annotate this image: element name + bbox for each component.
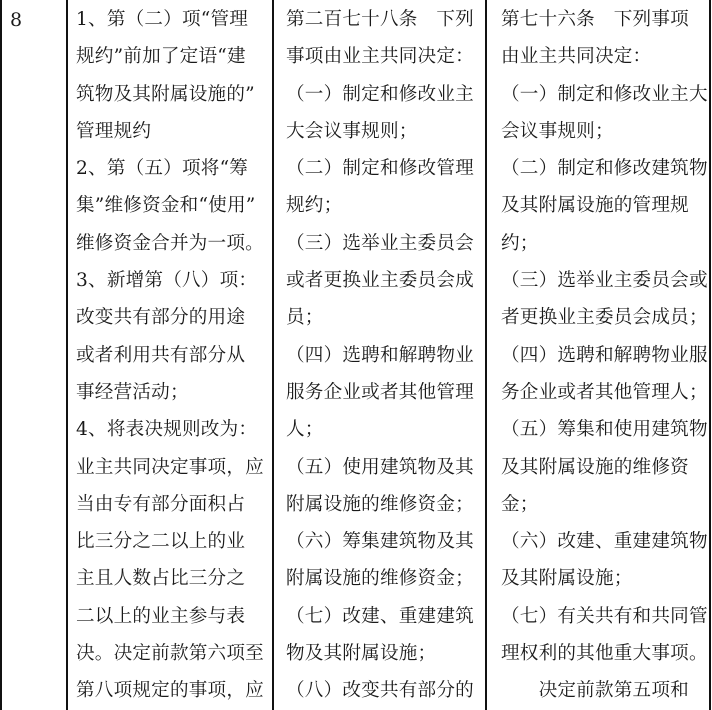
- text-line: 或者更换业主委员会成: [286, 270, 474, 292]
- text-line: （六）筹集建筑物及其: [286, 531, 474, 553]
- text-line: 决定前款第五项和: [501, 680, 689, 702]
- text-line: 附属设施的维修资金；: [286, 568, 474, 590]
- text-line: （七）改建、重建建筑: [286, 605, 474, 627]
- text-line: （八）改变共有部分的: [286, 680, 474, 702]
- change-notes-text: [76, 5, 264, 710]
- text-line: 大会议事规则；: [286, 120, 418, 142]
- text-line: 第七十六条 下列事项: [501, 9, 689, 30]
- text-line: 人；: [286, 419, 324, 441]
- text-line: 及其附属设施；: [501, 568, 633, 590]
- property-law-text: [501, 5, 708, 710]
- text-line: 事项由业主共同决定：: [286, 46, 474, 68]
- text-line: （三）选举业主委员会: [286, 232, 474, 254]
- text-line: （四）选聘和解聘物业: [286, 344, 474, 366]
- text-line: （七）有关共有和共同管: [501, 605, 708, 627]
- text-line: 3、新增第（八）项：: [76, 270, 258, 292]
- text-line: 规约”前加了定语“建: [76, 46, 246, 68]
- text-line: （一）制定和修改业主大: [501, 83, 708, 105]
- row-number: 8: [10, 9, 23, 31]
- text-line: 及其附属设施的管理规: [501, 195, 689, 217]
- text-line: 约；: [501, 232, 539, 254]
- text-line: （六）改建、重建建筑物: [501, 531, 708, 553]
- text-line: （三）选举业主委员会或: [501, 270, 708, 292]
- text-line: 者更换业主委员会成员；: [501, 307, 708, 329]
- text-line: 务企业或者其他管理人；: [501, 381, 708, 403]
- text-line: 维修资金合并为一项。: [76, 232, 264, 254]
- text-line: 金；: [501, 493, 539, 515]
- text-line: 筑物及其附属设施的”: [76, 83, 255, 105]
- text-line: 改变共有部分的用途: [76, 307, 246, 329]
- civil-code-cell: [274, 0, 485, 710]
- text-line: 业主共同决定事项，应: [76, 456, 264, 478]
- civil-code-text: [286, 5, 474, 710]
- text-line: 由业主共同决定：: [501, 46, 652, 68]
- text-line: 及其附属设施的维修资: [501, 456, 689, 478]
- text-line: 理权利的其他重大事项。: [501, 643, 708, 665]
- text-line: 物及其附属设施；: [286, 643, 437, 665]
- text-line: 第二百七十八条 下列: [286, 9, 474, 30]
- text-line: （五）使用建筑物及其: [286, 456, 474, 478]
- text-line: 主且人数占比三分之: [76, 568, 246, 590]
- text-line: 决。决定前款第六项至: [76, 643, 264, 665]
- property-law-cell: [487, 0, 709, 710]
- text-line: 或者利用共有部分从: [76, 344, 246, 366]
- text-line: 集”维修资金和“使用”: [76, 195, 256, 217]
- text-line: 2、第（五）项将“筹: [76, 158, 249, 180]
- text-line: 4、将表决规则改为：: [76, 419, 258, 441]
- text-line: 管理规约: [76, 120, 152, 142]
- text-line: （四）选聘和解聘物业服: [501, 344, 708, 366]
- text-line: 第八项规定的事项，应: [76, 680, 264, 702]
- text-line: （二）制定和修改建筑物: [501, 158, 708, 180]
- text-line: 事经营活动；: [76, 381, 189, 403]
- text-line: 附属设施的维修资金；: [286, 493, 474, 515]
- text-line: 比三分之二以上的业: [76, 531, 246, 553]
- text-line: （一）制定和修改业主: [286, 83, 474, 105]
- text-line: 1、第（二）项“管理: [76, 9, 249, 30]
- row-number-cell: [2, 0, 66, 710]
- text-line: （五）筹集和使用建筑物: [501, 419, 708, 441]
- change-notes-cell: [68, 0, 272, 710]
- text-line: 规约；: [286, 195, 343, 217]
- text-line: 会议事规则；: [501, 120, 614, 142]
- text-line: 当由专有部分面积占: [76, 493, 246, 515]
- table-border-right: [709, 0, 711, 710]
- text-line: 员；: [286, 307, 324, 329]
- text-line: 服务企业或者其他管理: [286, 381, 474, 403]
- text-line: 二以上的业主参与表: [76, 605, 246, 627]
- text-line: （二）制定和修改管理: [286, 158, 474, 180]
